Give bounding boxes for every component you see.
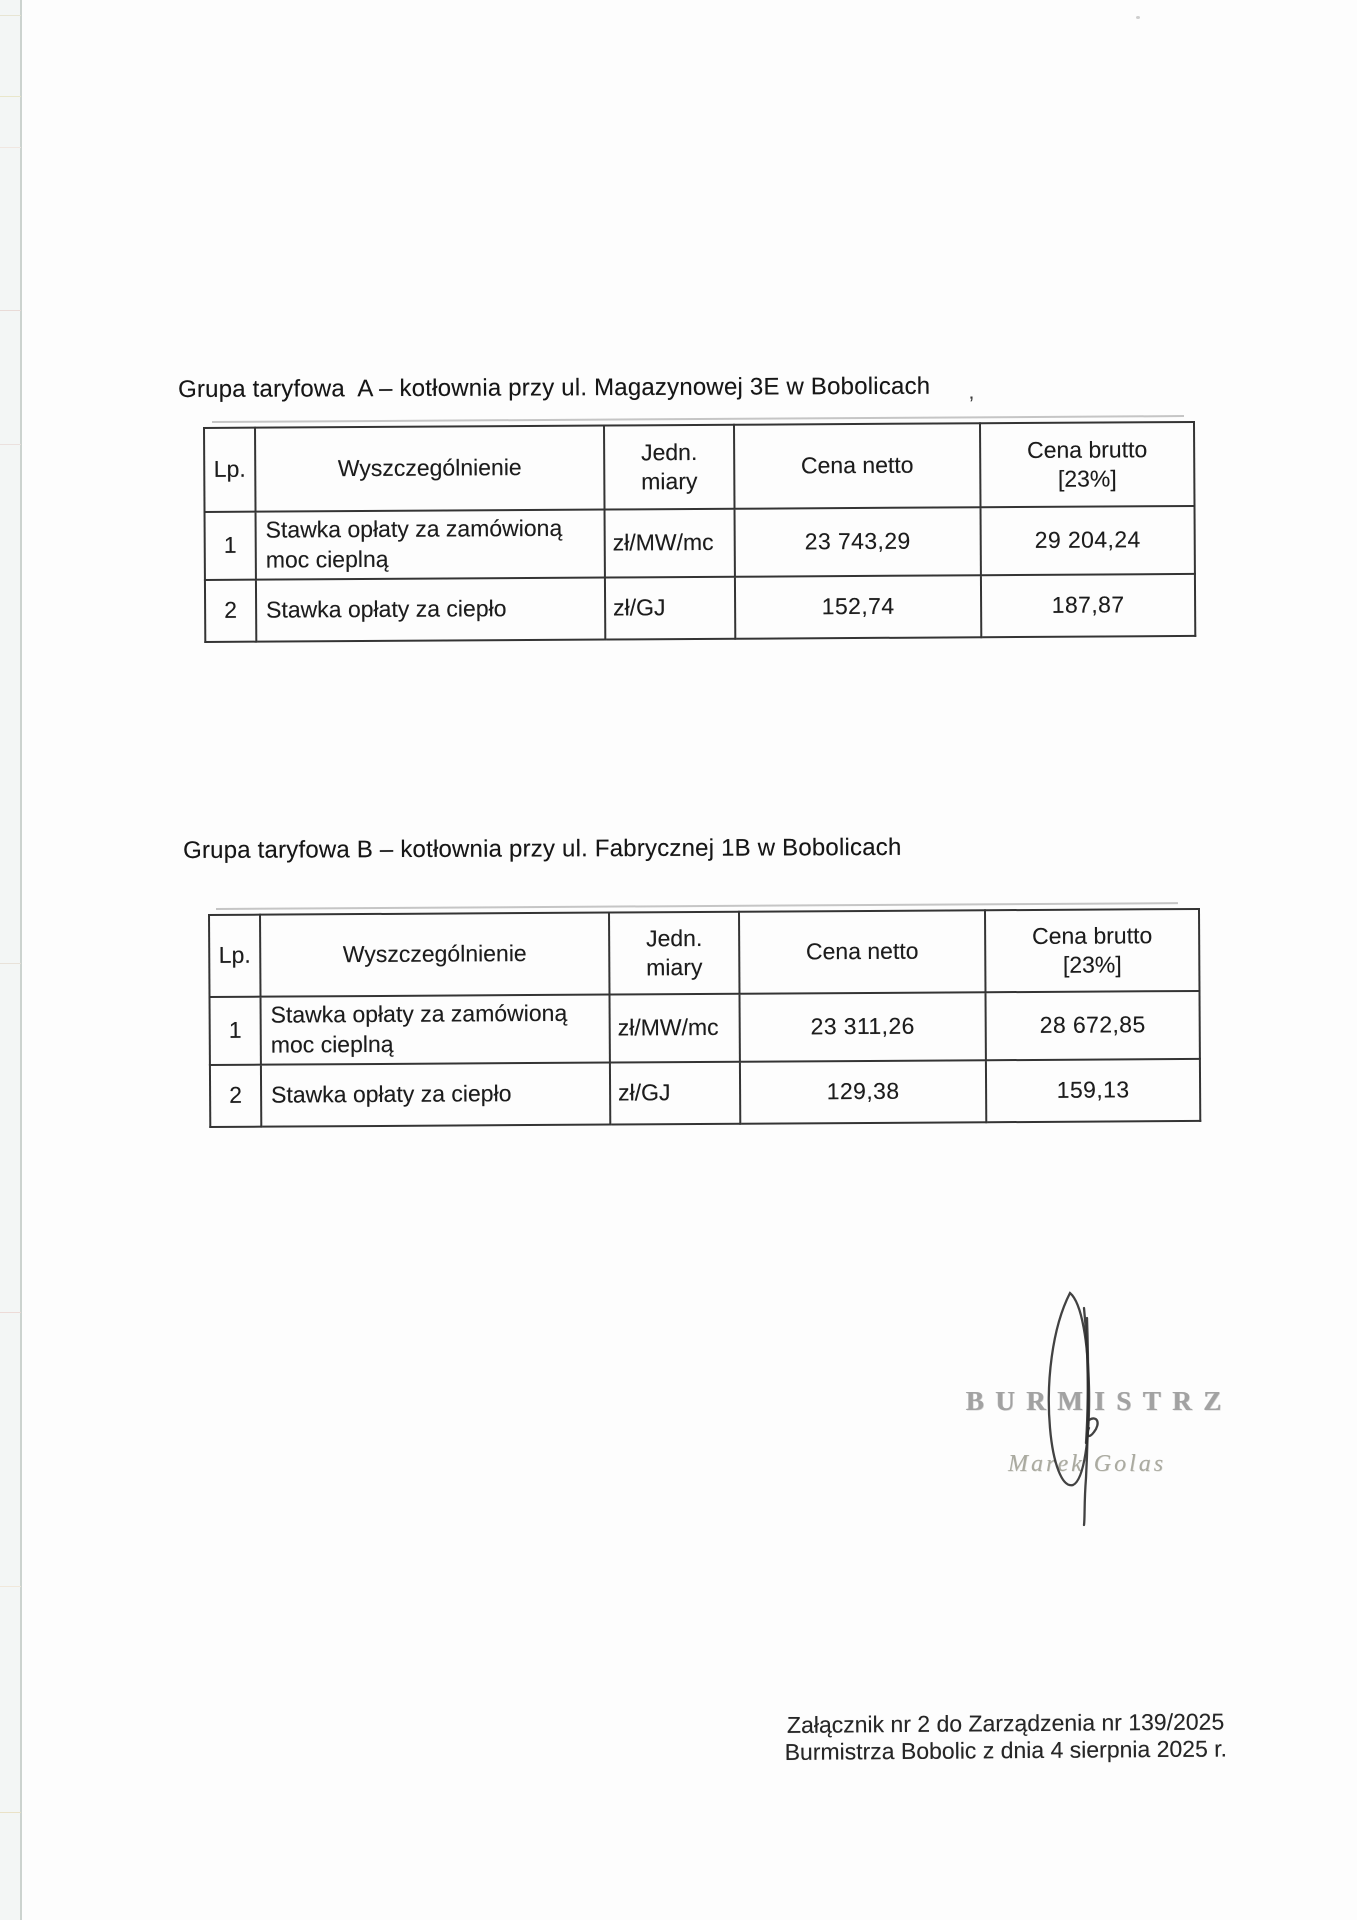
- cell-unit: zł/GJ: [605, 577, 735, 640]
- header-cell-netto: Cena netto: [739, 910, 985, 994]
- cell-netto: 152,74: [735, 575, 981, 639]
- tariff-table-b: [208, 908, 1201, 1128]
- scan-hairline: [0, 1586, 21, 1587]
- table-row: [205, 574, 1195, 642]
- table-row: [205, 506, 1195, 580]
- scan-hairline: [0, 310, 21, 311]
- cell-brutto: 159,13: [986, 1059, 1200, 1122]
- cell-name: [261, 995, 610, 1065]
- mayor-stamp-title: BURMISTRZ: [966, 1386, 1234, 1416]
- scan-hairline: [0, 147, 21, 148]
- table-row: [210, 1059, 1200, 1127]
- header-brutto-line1: Cena brutto: [1026, 435, 1148, 463]
- cell-name: [256, 577, 605, 641]
- header-cell-brutto: [985, 909, 1199, 992]
- section-b-title: Grupa taryfowa B – kotłownia przy ul. Fabrycznej 1B w Bobolicach: [183, 833, 902, 864]
- cell-name: [261, 1062, 610, 1126]
- cell-brutto: 28 672,85: [985, 991, 1199, 1060]
- scan-speck: [1136, 16, 1140, 19]
- header-cell-netto: Cena netto: [734, 423, 981, 509]
- cell-unit: zł/MW/mc: [609, 994, 739, 1063]
- mayor-stamp-name: Marek Golas: [1008, 1451, 1167, 1477]
- scan-hairline: [0, 444, 21, 445]
- header-cell-unit: [609, 912, 739, 995]
- cell-netto: 23 311,26: [739, 992, 985, 1061]
- cell-name-text: Stawka opłaty za ciepło: [266, 594, 507, 623]
- tariff-table-a: [203, 421, 1196, 643]
- header-brutto-line1: Cena brutto: [1031, 921, 1153, 949]
- table-row: [210, 991, 1200, 1065]
- header-cell-name: Wyszczególnienie: [260, 913, 609, 997]
- scan-hairline: [0, 1812, 21, 1813]
- cell-name: [256, 510, 605, 580]
- cell-brutto: 187,87: [981, 574, 1195, 637]
- header-cell-lp: Lp.: [204, 428, 256, 512]
- header-unit-line2: miary: [646, 953, 703, 981]
- header-unit-line1: Jedn.: [640, 438, 698, 465]
- handwritten-signature: [1040, 1288, 1115, 1533]
- cell-lp: 2: [210, 1064, 261, 1126]
- cell-netto: 23 743,29: [735, 507, 981, 576]
- header-cell-unit: [604, 425, 735, 510]
- scan-stray-mark: ’: [969, 392, 974, 417]
- cell-lp: 2: [205, 579, 256, 641]
- section-a-title: Grupa taryfowa A – kotłownia przy ul. Magazynowej 3E w Bobolicach: [178, 372, 931, 403]
- header-cell-lp: Lp.: [209, 915, 260, 997]
- header-unit-line1: Jedn.: [645, 924, 703, 951]
- header-unit-line2: miary: [641, 467, 698, 495]
- cell-lp: 1: [210, 997, 261, 1065]
- cell-name-text: Stawka opłaty za zamówioną moc cieplną: [265, 514, 563, 573]
- attachment-footer: [778, 1708, 1233, 1766]
- scan-hairline: [0, 963, 21, 964]
- cell-unit: zł/GJ: [610, 1062, 740, 1125]
- scan-hairline: [0, 96, 21, 97]
- cell-unit: zł/MW/mc: [605, 509, 735, 578]
- header-cell-name: Wyszczególnienie: [255, 426, 605, 512]
- footer-line1: Załącznik nr 2 do Zarządzenia nr 139/2025: [786, 1708, 1225, 1738]
- cell-brutto: 29 204,24: [981, 506, 1195, 575]
- table-header-row: [209, 909, 1199, 997]
- table-header-row: [204, 422, 1194, 512]
- header-brutto-line2: [23%]: [1057, 465, 1117, 492]
- header-brutto-line2: [23%]: [1062, 951, 1122, 978]
- scan-hairline: [0, 15, 21, 16]
- cell-netto: 129,38: [740, 1060, 986, 1124]
- footer-line2: Burmistrza Bobolic z dnia 4 sierpnia 2025 r.: [784, 1735, 1228, 1765]
- cell-lp: 1: [205, 512, 256, 580]
- header-cell-brutto: [980, 422, 1195, 507]
- scan-edge-strip: [0, 0, 22, 1920]
- scan-hairline: [0, 1312, 21, 1313]
- cell-name-text: Stawka opłaty za zamówioną moc cieplną: [270, 999, 568, 1058]
- cell-name-text: Stawka opłaty za ciepło: [271, 1079, 512, 1108]
